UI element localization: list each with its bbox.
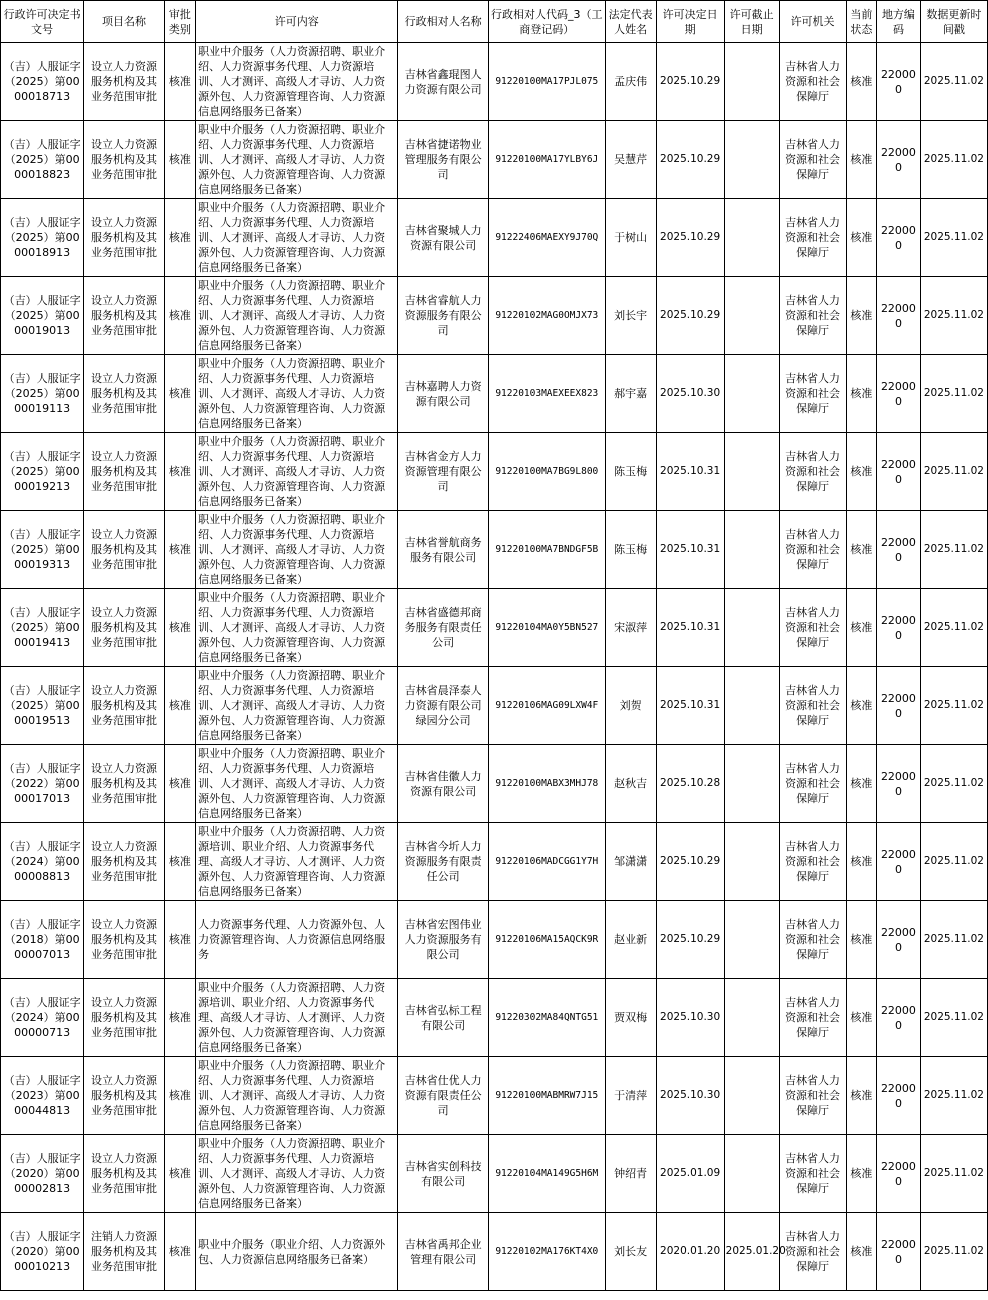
cell-region: 220000 [877, 901, 921, 979]
cell-legal-rep: 吴慧芹 [605, 121, 656, 199]
table-header-row [1, 1, 988, 43]
header-region: 地方编码 [877, 1, 921, 43]
cell-project: 设立人力资源服务机构及其业务范围审批 [84, 43, 164, 121]
header-status: 当前状态 [846, 1, 876, 43]
cell-authority: 吉林省人力资源和社会保障厅 [779, 1057, 846, 1135]
header-content: 许可内容 [196, 1, 398, 43]
table-row [1, 1135, 988, 1213]
cell-region: 220000 [877, 121, 921, 199]
header-code: 行政相对人代码_3（工商登记码） [488, 1, 605, 43]
cell-decision-date: 2025.10.31 [656, 511, 724, 589]
cell-region: 220000 [877, 589, 921, 667]
cell-project: 设立人力资源服务机构及其业务范围审批 [84, 1135, 164, 1213]
cell-end-date [724, 43, 779, 121]
cell-end-date [724, 979, 779, 1057]
cell-party: 吉林省金方人力资源管理有限公司 [398, 433, 488, 511]
cell-status: 核准 [846, 277, 876, 355]
cell-code: 91220104MA0Y5BN527 [488, 589, 605, 667]
cell-region: 220000 [877, 199, 921, 277]
cell-doc-no: （吉）人服证字（2025）第0000019113 [1, 355, 84, 433]
cell-updated: 2025.11.02 [920, 277, 987, 355]
cell-decision-date: 2025.10.29 [656, 121, 724, 199]
table-row [1, 667, 988, 745]
cell-doc-no: （吉）人服证字（2025）第0000019313 [1, 511, 84, 589]
table-row [1, 1213, 988, 1291]
cell-category: 核准 [164, 901, 196, 979]
cell-content: 职业中介服务（人力资源招聘、职业介绍、人力资源事务代理、人力资源培训、人才测评、高级人才寻访、人力资源外包、人力资源管理咨询、人力资源信息网络服务已备案） [196, 355, 398, 433]
cell-region: 220000 [877, 1057, 921, 1135]
cell-end-date [724, 1135, 779, 1213]
cell-legal-rep: 赵秋吉 [605, 745, 656, 823]
cell-legal-rep: 邹潇潇 [605, 823, 656, 901]
cell-party: 吉林省誉航商务服务有限公司 [398, 511, 488, 589]
cell-code: 91220102MA176KT4X0 [488, 1213, 605, 1291]
cell-category: 核准 [164, 667, 196, 745]
table-row [1, 901, 988, 979]
cell-category: 核准 [164, 277, 196, 355]
cell-project: 设立人力资源服务机构及其业务范围审批 [84, 1057, 164, 1135]
cell-code: 91222406MAEXY9J70Q [488, 199, 605, 277]
cell-authority: 吉林省人力资源和社会保障厅 [779, 1213, 846, 1291]
cell-doc-no: （吉）人服证字（2025）第0000019413 [1, 589, 84, 667]
cell-region: 220000 [877, 511, 921, 589]
cell-content: 职业中介服务（人力资源招聘、人力资源培训、职业介绍、人力资源事务代理、高级人才寻访、人才测评、人力资源外包、人力资源管理咨询、人力资源信息网络服务已备案） [196, 823, 398, 901]
cell-doc-no: （吉）人服证字（2020）第0000002813 [1, 1135, 84, 1213]
cell-updated: 2025.11.02 [920, 589, 987, 667]
cell-legal-rep: 钟绍青 [605, 1135, 656, 1213]
cell-updated: 2025.11.02 [920, 43, 987, 121]
cell-updated: 2025.11.02 [920, 745, 987, 823]
cell-authority: 吉林省人力资源和社会保障厅 [779, 1135, 846, 1213]
cell-authority: 吉林省人力资源和社会保障厅 [779, 667, 846, 745]
cell-decision-date: 2020.01.20 [656, 1213, 724, 1291]
cell-category: 核准 [164, 433, 196, 511]
table-row [1, 511, 988, 589]
cell-content: 职业中介服务（人力资源招聘、职业介绍、人力资源事务代理、人力资源培训、人才测评、高级人才寻访、人力资源外包、人力资源管理咨询、人力资源信息网络服务已备案） [196, 1057, 398, 1135]
cell-updated: 2025.11.02 [920, 199, 987, 277]
cell-decision-date: 2025.01.09 [656, 1135, 724, 1213]
cell-decision-date: 2025.10.29 [656, 901, 724, 979]
cell-status: 核准 [846, 823, 876, 901]
cell-category: 核准 [164, 1135, 196, 1213]
cell-project: 设立人力资源服务机构及其业务范围审批 [84, 745, 164, 823]
cell-project: 设立人力资源服务机构及其业务范围审批 [84, 667, 164, 745]
cell-status: 核准 [846, 901, 876, 979]
cell-updated: 2025.11.02 [920, 355, 987, 433]
cell-end-date [724, 277, 779, 355]
cell-content: 职业中介服务（人力资源招聘、职业介绍、人力资源事务代理、人力资源培训、人才测评、高级人才寻访、人力资源外包、人力资源管理咨询、人力资源信息网络服务已备案） [196, 1135, 398, 1213]
cell-end-date [724, 511, 779, 589]
cell-decision-date: 2025.10.31 [656, 667, 724, 745]
cell-region: 220000 [877, 1135, 921, 1213]
cell-content: 职业中介服务（人力资源招聘、职业介绍、人力资源事务代理、人力资源培训、人才测评、高级人才寻访、人力资源外包、人力资源管理咨询、人力资源信息网络服务已备案） [196, 121, 398, 199]
cell-decision-date: 2025.10.31 [656, 433, 724, 511]
table-body [1, 43, 988, 1291]
cell-updated: 2025.11.02 [920, 121, 987, 199]
cell-updated: 2025.11.02 [920, 667, 987, 745]
cell-content: 职业中介服务（职业介绍、人力资源外包、人力资源信息网络服务已备案） [196, 1213, 398, 1291]
cell-legal-rep: 郝宇嘉 [605, 355, 656, 433]
cell-party: 吉林省弘标工程有限公司 [398, 979, 488, 1057]
table-row [1, 979, 988, 1057]
cell-legal-rep: 赵业新 [605, 901, 656, 979]
cell-code: 91220100MA7BG9L800 [488, 433, 605, 511]
cell-status: 核准 [846, 1213, 876, 1291]
header-decision-date: 许可决定日期 [656, 1, 724, 43]
cell-decision-date: 2025.10.30 [656, 355, 724, 433]
table-row [1, 1057, 988, 1135]
cell-doc-no: （吉）人服证字（2024）第0000008813 [1, 823, 84, 901]
cell-content: 职业中介服务（人力资源招聘、人力资源培训、职业介绍、人力资源事务代理、高级人才寻访、人才测评、人力资源外包、人力资源管理咨询、人力资源信息网络服务已备案） [196, 979, 398, 1057]
cell-content: 职业中介服务（人力资源招聘、职业介绍、人力资源事务代理、人力资源培训、人才测评、高级人才寻访、人力资源外包、人力资源管理咨询、人力资源信息网络服务已备案） [196, 433, 398, 511]
cell-content: 人力资源事务代理、人力资源外包、人力资源管理咨询、人力资源信息网络服务 [196, 901, 398, 979]
cell-legal-rep: 孟庆伟 [605, 43, 656, 121]
table-row [1, 433, 988, 511]
table-row [1, 355, 988, 433]
cell-project: 设立人力资源服务机构及其业务范围审批 [84, 277, 164, 355]
cell-project: 设立人力资源服务机构及其业务范围审批 [84, 355, 164, 433]
cell-content: 职业中介服务（人力资源招聘、职业介绍、人力资源事务代理、人力资源培训、人才测评、高级人才寻访、人力资源外包、人力资源管理咨询、人力资源信息网络服务已备案） [196, 745, 398, 823]
header-end-date: 许可截止日期 [724, 1, 779, 43]
cell-doc-no: （吉）人服证字（2025）第0000018913 [1, 199, 84, 277]
cell-legal-rep: 陈玉梅 [605, 511, 656, 589]
cell-code: 91220104MA149G5H6M [488, 1135, 605, 1213]
cell-doc-no: （吉）人服证字（2025）第0000019513 [1, 667, 84, 745]
cell-authority: 吉林省人力资源和社会保障厅 [779, 511, 846, 589]
cell-party: 吉林省盛德邦商务服务有限责任公司 [398, 589, 488, 667]
cell-legal-rep: 陈玉梅 [605, 433, 656, 511]
cell-status: 核准 [846, 667, 876, 745]
header-party: 行政相对人名称 [398, 1, 488, 43]
cell-doc-no: （吉）人服证字（2025）第0000018823 [1, 121, 84, 199]
cell-updated: 2025.11.02 [920, 433, 987, 511]
cell-authority: 吉林省人力资源和社会保障厅 [779, 589, 846, 667]
cell-decision-date: 2025.10.29 [656, 43, 724, 121]
cell-project: 设立人力资源服务机构及其业务范围审批 [84, 901, 164, 979]
cell-end-date [724, 745, 779, 823]
cell-code: 91220106MAG09LXW4F [488, 667, 605, 745]
cell-end-date: 2025.01.20 [724, 1213, 779, 1291]
cell-updated: 2025.11.02 [920, 901, 987, 979]
cell-project: 设立人力资源服务机构及其业务范围审批 [84, 199, 164, 277]
cell-code: 91220100MA17PJL075 [488, 43, 605, 121]
cell-authority: 吉林省人力资源和社会保障厅 [779, 745, 846, 823]
cell-legal-rep: 宋淑萍 [605, 589, 656, 667]
cell-updated: 2025.11.02 [920, 979, 987, 1057]
cell-category: 核准 [164, 43, 196, 121]
cell-end-date [724, 1057, 779, 1135]
cell-authority: 吉林省人力资源和社会保障厅 [779, 121, 846, 199]
cell-party: 吉林省晨泽泰人力资源有限公司绿园分公司 [398, 667, 488, 745]
cell-project: 设立人力资源服务机构及其业务范围审批 [84, 511, 164, 589]
cell-project: 设立人力资源服务机构及其业务范围审批 [84, 823, 164, 901]
cell-code: 91220100MA7BNDGF5B [488, 511, 605, 589]
cell-legal-rep: 于树山 [605, 199, 656, 277]
cell-category: 核准 [164, 121, 196, 199]
cell-doc-no: （吉）人服证字（2020）第0000010213 [1, 1213, 84, 1291]
cell-content: 职业中介服务（人力资源招聘、职业介绍、人力资源事务代理、人力资源培训、人才测评、高级人才寻访、人力资源外包、人力资源管理咨询、人力资源信息网络服务已备案） [196, 277, 398, 355]
cell-end-date [724, 667, 779, 745]
cell-authority: 吉林省人力资源和社会保障厅 [779, 199, 846, 277]
cell-category: 核准 [164, 589, 196, 667]
table-row [1, 199, 988, 277]
cell-decision-date: 2025.10.29 [656, 823, 724, 901]
cell-authority: 吉林省人力资源和社会保障厅 [779, 901, 846, 979]
table-row [1, 277, 988, 355]
cell-legal-rep: 贾双梅 [605, 979, 656, 1057]
cell-category: 核准 [164, 823, 196, 901]
cell-status: 核准 [846, 1057, 876, 1135]
cell-legal-rep: 刘长宇 [605, 277, 656, 355]
cell-project: 注销人力资源服务机构及其业务范围审批 [84, 1213, 164, 1291]
cell-region: 220000 [877, 43, 921, 121]
cell-category: 核准 [164, 511, 196, 589]
cell-content: 职业中介服务（人力资源招聘、职业介绍、人力资源事务代理、人力资源培训、人才测评、高级人才寻访、人力资源外包、人力资源管理咨询、人力资源信息网络服务已备案） [196, 667, 398, 745]
cell-party: 吉林省鑫琨图人力资源有限公司 [398, 43, 488, 121]
cell-project: 设立人力资源服务机构及其业务范围审批 [84, 589, 164, 667]
cell-category: 核准 [164, 979, 196, 1057]
cell-content: 职业中介服务（人力资源招聘、职业介绍、人力资源事务代理、人力资源培训、人才测评、高级人才寻访、人力资源外包、人力资源管理咨询、人力资源信息网络服务已备案） [196, 43, 398, 121]
cell-status: 核准 [846, 589, 876, 667]
cell-end-date [724, 823, 779, 901]
cell-authority: 吉林省人力资源和社会保障厅 [779, 355, 846, 433]
cell-status: 核准 [846, 1135, 876, 1213]
cell-doc-no: （吉）人服证字（2018）第0000007013 [1, 901, 84, 979]
cell-code: 91220100MABMRW7J15 [488, 1057, 605, 1135]
cell-end-date [724, 121, 779, 199]
cell-category: 核准 [164, 355, 196, 433]
cell-region: 220000 [877, 355, 921, 433]
cell-status: 核准 [846, 355, 876, 433]
cell-legal-rep: 刘长友 [605, 1213, 656, 1291]
cell-region: 220000 [877, 745, 921, 823]
cell-decision-date: 2025.10.30 [656, 979, 724, 1057]
cell-region: 220000 [877, 277, 921, 355]
cell-region: 220000 [877, 1213, 921, 1291]
cell-party: 吉林省仕优人力资源有限责任公司 [398, 1057, 488, 1135]
cell-category: 核准 [164, 1213, 196, 1291]
cell-party: 吉林省宏图伟业人力资源服务有限公司 [398, 901, 488, 979]
cell-decision-date: 2025.10.31 [656, 589, 724, 667]
cell-decision-date: 2025.10.30 [656, 1057, 724, 1135]
cell-code: 91220106MADCGG1Y7H [488, 823, 605, 901]
cell-party: 吉林省睿航人力资源服务有限公司 [398, 277, 488, 355]
cell-status: 核准 [846, 511, 876, 589]
cell-category: 核准 [164, 745, 196, 823]
cell-party: 吉林省禹邦企业管理有限公司 [398, 1213, 488, 1291]
cell-party: 吉林省实创科技有限公司 [398, 1135, 488, 1213]
cell-authority: 吉林省人力资源和社会保障厅 [779, 979, 846, 1057]
cell-doc-no: （吉）人服证字（2025）第0000019013 [1, 277, 84, 355]
cell-end-date [724, 589, 779, 667]
cell-doc-no: （吉）人服证字（2024）第0000000713 [1, 979, 84, 1057]
cell-party: 吉林省聚城人力资源有限公司 [398, 199, 488, 277]
table-row [1, 745, 988, 823]
cell-code: 91220103MAEXEEX823 [488, 355, 605, 433]
cell-decision-date: 2025.10.29 [656, 199, 724, 277]
cell-decision-date: 2025.10.28 [656, 745, 724, 823]
cell-content: 职业中介服务（人力资源招聘、职业介绍、人力资源事务代理、人力资源培训、人才测评、高级人才寻访、人力资源外包、人力资源管理咨询、人力资源信息网络服务已备案） [196, 589, 398, 667]
cell-code: 91220100MABX3MHJ78 [488, 745, 605, 823]
cell-region: 220000 [877, 433, 921, 511]
cell-code: 91220100MA17YLBY6J [488, 121, 605, 199]
cell-code: 91220102MAG0OMJX73 [488, 277, 605, 355]
cell-legal-rep: 于清萍 [605, 1057, 656, 1135]
cell-party: 吉林省佳徽人力资源有限公司 [398, 745, 488, 823]
cell-region: 220000 [877, 667, 921, 745]
cell-end-date [724, 355, 779, 433]
cell-status: 核准 [846, 745, 876, 823]
table-row [1, 43, 988, 121]
cell-decision-date: 2025.10.29 [656, 277, 724, 355]
cell-project: 设立人力资源服务机构及其业务范围审批 [84, 979, 164, 1057]
cell-category: 核准 [164, 1057, 196, 1135]
header-category: 审批类别 [164, 1, 196, 43]
cell-status: 核准 [846, 433, 876, 511]
table-row [1, 121, 988, 199]
header-authority: 许可机关 [779, 1, 846, 43]
header-doc-no: 行政许可决定书文号 [1, 1, 84, 43]
cell-updated: 2025.11.02 [920, 1213, 987, 1291]
cell-category: 核准 [164, 199, 196, 277]
cell-party: 吉林嘉聘人力资源有限公司 [398, 355, 488, 433]
cell-end-date [724, 199, 779, 277]
header-updated: 数据更新时间戳 [920, 1, 987, 43]
cell-status: 核准 [846, 979, 876, 1057]
cell-doc-no: （吉）人服证字（2022）第0000017013 [1, 745, 84, 823]
cell-legal-rep: 刘贺 [605, 667, 656, 745]
cell-authority: 吉林省人力资源和社会保障厅 [779, 823, 846, 901]
cell-content: 职业中介服务（人力资源招聘、职业介绍、人力资源事务代理、人力资源培训、人才测评、高级人才寻访、人力资源外包、人力资源管理咨询、人力资源信息网络服务已备案） [196, 511, 398, 589]
cell-authority: 吉林省人力资源和社会保障厅 [779, 277, 846, 355]
cell-end-date [724, 901, 779, 979]
cell-updated: 2025.11.02 [920, 823, 987, 901]
cell-updated: 2025.11.02 [920, 1057, 987, 1135]
cell-status: 核准 [846, 43, 876, 121]
cell-authority: 吉林省人力资源和社会保障厅 [779, 43, 846, 121]
cell-project: 设立人力资源服务机构及其业务范围审批 [84, 121, 164, 199]
cell-updated: 2025.11.02 [920, 511, 987, 589]
cell-content: 职业中介服务（人力资源招聘、职业介绍、人力资源事务代理、人力资源培训、人才测评、高级人才寻访、人力资源外包、人力资源管理咨询、人力资源信息网络服务已备案） [196, 199, 398, 277]
cell-code: 91220106MA15AQCK9R [488, 901, 605, 979]
cell-party: 吉林省今圻人力资源服务有限责任公司 [398, 823, 488, 901]
cell-end-date [724, 433, 779, 511]
table-row [1, 823, 988, 901]
cell-code: 91220302MA84QNTG51 [488, 979, 605, 1057]
cell-status: 核准 [846, 121, 876, 199]
cell-updated: 2025.11.02 [920, 1135, 987, 1213]
header-project: 项目名称 [84, 1, 164, 43]
cell-party: 吉林省捷诺物业管理服务有限公司 [398, 121, 488, 199]
cell-doc-no: （吉）人服证字（2025）第0000018713 [1, 43, 84, 121]
cell-project: 设立人力资源服务机构及其业务范围审批 [84, 433, 164, 511]
cell-status: 核准 [846, 199, 876, 277]
header-legal-rep: 法定代表人姓名 [605, 1, 656, 43]
cell-doc-no: （吉）人服证字（2023）第0000044813 [1, 1057, 84, 1135]
cell-region: 220000 [877, 979, 921, 1057]
cell-authority: 吉林省人力资源和社会保障厅 [779, 433, 846, 511]
cell-doc-no: （吉）人服证字（2025）第0000019213 [1, 433, 84, 511]
table-row [1, 589, 988, 667]
cell-region: 220000 [877, 823, 921, 901]
